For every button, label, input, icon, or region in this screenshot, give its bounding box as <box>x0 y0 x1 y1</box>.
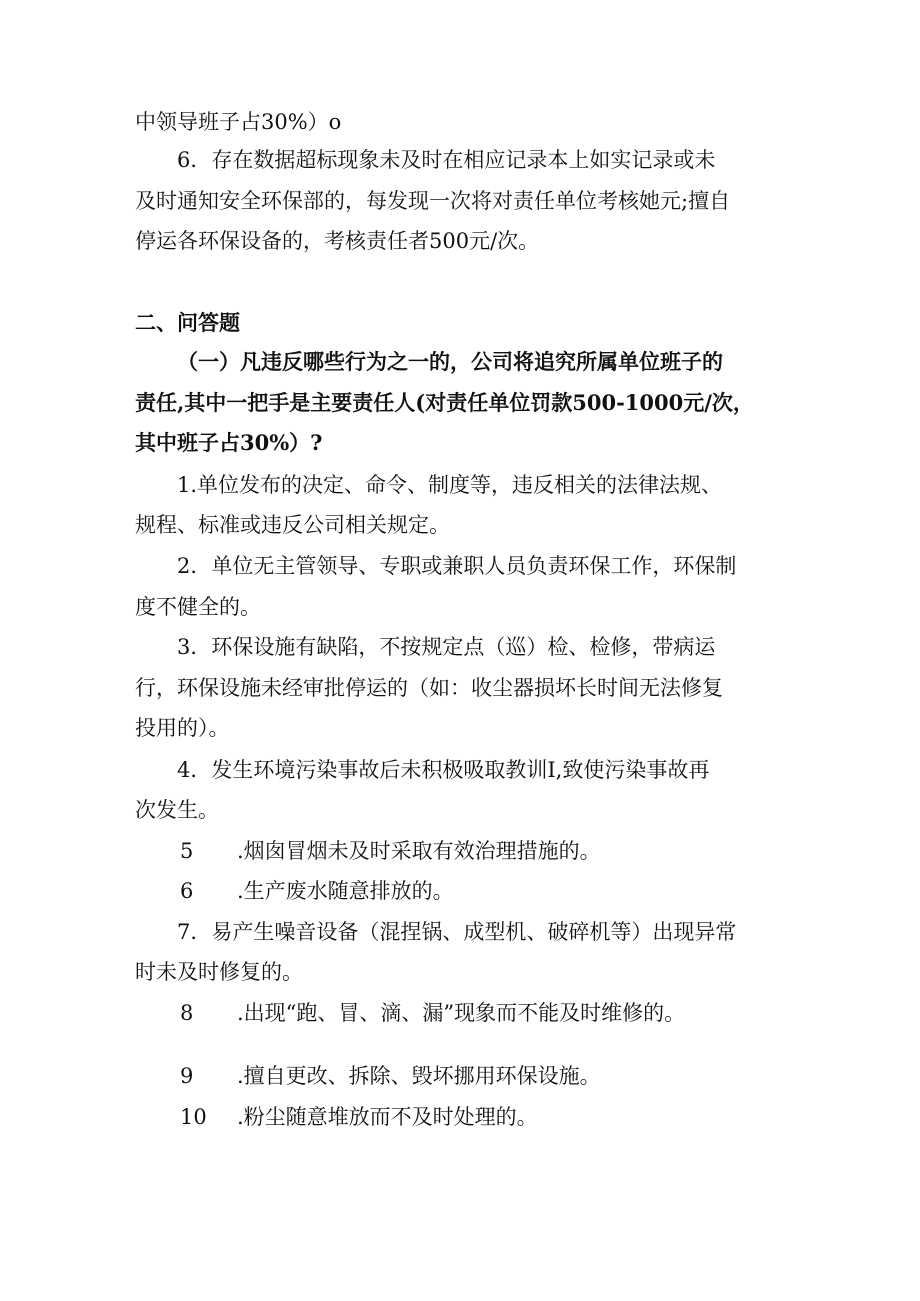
answer-1-line-1: 1.单位发布的决定、命令、制度等，违反相关的法律法规、 <box>177 473 723 497</box>
answer-8 <box>180 998 685 1028</box>
answer-3-line-1: 3．环保设施有缺陷，不按规定点（巡）检、检修，带病运 <box>177 635 716 659</box>
answer-2-line-2: 度不健全的。 <box>135 595 261 619</box>
answer-3-line-3: 投用的）。 <box>135 716 230 740</box>
section-heading: 二、问答题 <box>135 310 240 335</box>
answer-8-text: .出现“跑、冒、滴、漏”现象而不能及时维修的。 <box>237 1001 686 1025</box>
question-line-2: 责任,其中一把手是主要责任人(对责任单位罚款500-1000元/次， <box>135 390 754 415</box>
continuation-line: 中领导班子占30%）o <box>135 110 342 134</box>
answer-6-number: 6 <box>180 879 194 903</box>
answer-1-line-2: 规程、标准或违反公司相关规定。 <box>135 513 450 537</box>
answer-6-text: .生产废水随意排放的。 <box>237 879 454 903</box>
question-line-1: （一）凡违反哪些行为之一的，公司将追究所属单位班子的 <box>177 349 723 374</box>
answer-3-line-2: 行，环保设施未经审批停运的（如：收尘器损坏长时间无法修复 <box>135 676 723 700</box>
answer-7-line-2: 时未及时修复的。 <box>135 960 303 984</box>
answer-9-text: .擅自更改、拆除、毁坏挪用环保设施。 <box>237 1064 601 1088</box>
answer-8-number: 8 <box>180 1001 194 1025</box>
answer-5-number: 5 <box>180 839 194 863</box>
item-6-line-2: 及时通知安全环保部的，每发现一次将对责任单位考核她元;擅自 <box>135 189 731 213</box>
question-line-3: 其中班子占30%）? <box>135 430 323 455</box>
answer-4-line-2: 次发生。 <box>135 798 219 822</box>
answer-7-line-1: 7．易产生噪音设备（混捏锅、成型机、破碎机等）出现异常 <box>177 920 737 944</box>
answer-5 <box>180 836 601 866</box>
answer-9 <box>180 1061 601 1091</box>
answer-10-text: .粉尘随意堆放而不及时处理的。 <box>237 1105 538 1129</box>
answer-5-text: .烟囱冒烟未及时采取有效治理措施的。 <box>237 839 601 863</box>
answer-10-number: 10 <box>180 1105 207 1129</box>
item-6-line-3: 停运各环保设备的，考核责任者500元/次。 <box>135 229 540 253</box>
answer-2-line-1: 2．单位无主管领导、专职或兼职人员负责环保工作，环保制 <box>177 554 737 578</box>
answer-10 <box>180 1102 538 1132</box>
item-6-line-1: 6．存在数据超标现象未及时在相应记录本上如实记录或未 <box>177 148 716 172</box>
answer-9-number: 9 <box>180 1064 194 1088</box>
answer-6 <box>180 876 454 906</box>
answer-4-line-1: 4．发生环境污染事故后未积极吸取教训I,致使污染事故再 <box>177 758 710 782</box>
